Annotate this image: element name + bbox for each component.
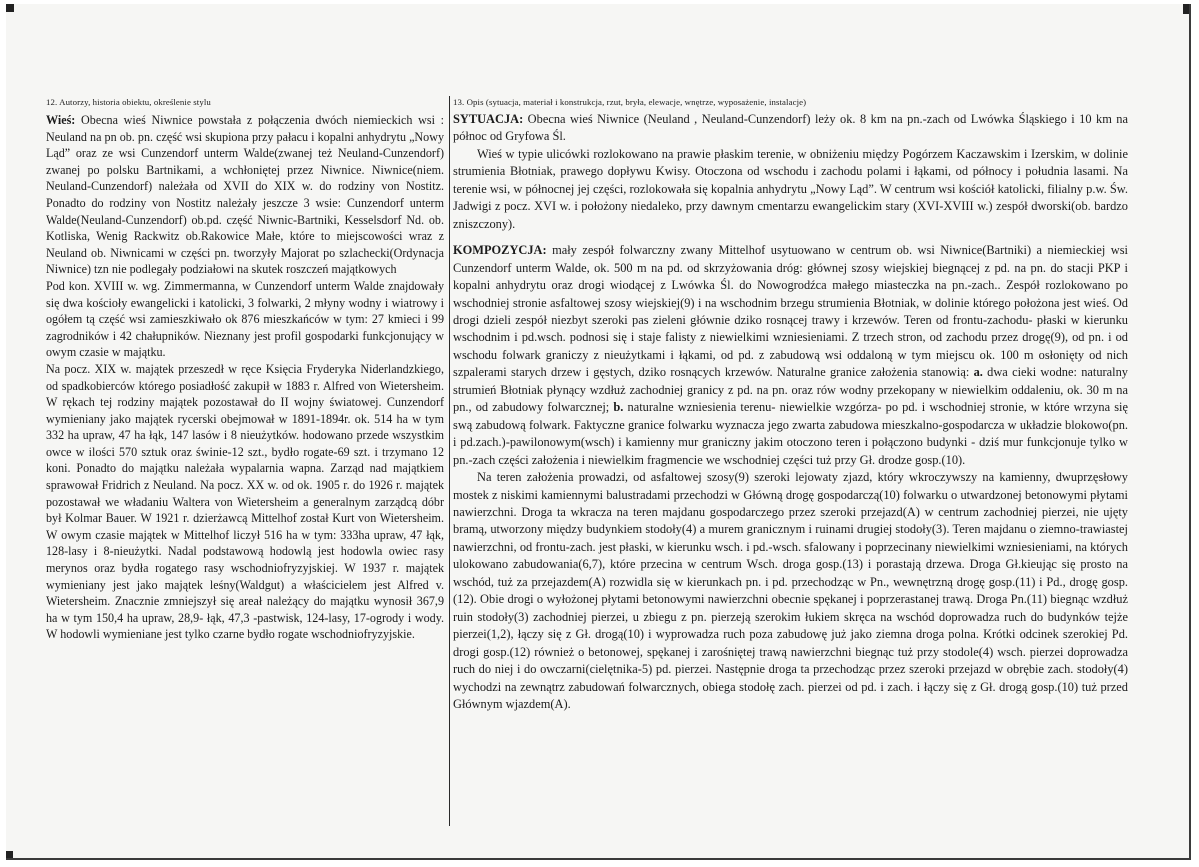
wies-text: Obecna wieś Niwnice powstała z połączenia dwóch niemieckich wsi : Neuland na pn ob. pn. część wsi skupiona przy pałacu i kopalni anhydrytu „Nowy Ląd” oraz ze wsi Cunzendorf unterm Walde(zwanej też Neuland-Cunzendorf) zwanej po polsku Bartnikami, a wchłoniętej przez Niwnice. Niwnice(niem. Neuland-Cunzendorf) należała od XVII do XIX w. do rodziny von Nostitz. Ponadto do rodziny von Nostitz należały jeszcze 3 wsie: Cunzendorf unterm Walde(Neuland-Cunzendorf) ob.pd. część Niwnic-Bartniki, Kesselsdorf Nd. ob. Kotliska, Wenig Rackwitz ob.Rakowice Małe, które to miejscowości wraz z Neuland ob. Niwnicami w części pn. tworzyły Majorat po szlachecki(Ordynacja Niwnice) tzn nie podlegały podziałowi na skutek roszczeń majątkowych: [46, 113, 444, 277]
teren-paragraph: Na teren założenia prowadzi, od asfaltowej szosy(9) szeroki lejowaty zjazd, który wkroczywszy na kamienny, dwuprzęsłowy mostek z niskimi kamiennymi balustradami przechodzi w Główną drogę gospodarczą(10) folwarku o utwardzonej betonowymi płytami nawierzchni. Droga ta wkracza na teren majdanu gospodarczego przez szeroki przejazd(A) w centrum zachodniej pierzei, nie ujęty bramą, utworzony między budynkiem stodoły(4) a murem granicznym i ruinami drugiej stodoły(3). Teren majdanu o ziemno-trawiastej nawierzchni, od frontu-zach. jest płaski, w kierunku wsch. i pd.-wsch. sfalowany i poprzecinany niewielkimi wzniesieniami, na których ulokowano zabudowania(6,7), które przecina w centrum Wsch. droga gosp.(13) i porastają drzewa. Droga Gł.kieując się prosto na wschód, tuż za przejazdem(A) rozwidla się w kierunkach pn. i pd. przechodząc w Pn., wewnętrzną drogę gosp.(11) i Pd., drogę gosp.(12). Obie drogi o wyłożonej płytami betonowymi nawierzchni obecnie spękanej i poprzerastanej trawą. Droga Pn.(11) biegnąc wzdłuż ruin stodoły(3) zachodniej pierzei, u zbiegu z pn. pierzeją szerokim łukiem skręca na wschód doprowadza ruch do budynków tejże pierzei(1,2), łączy się z Gł. drogą(10) i wyprowadza ruch poza zabudowę już jako ziemna droga polna. Krótki odcinek szerokiej Pd. drogi gosp.(12) również o betonowej, spękanej i zarośniętej trawą nawierzchni biegnąc tuż przy stodole(4) wsch. pierzei doprowadza ruch do niej i do owczarni(cielętnika-5) pd. pierzei. Następnie droga ta przechodząc przez szeroki przejazd w obrębie zach. stodoły(4) wychodzi na zewnątrz zabudowań folwarcznych, obiega stodołę zach. pierzei od pd. i zach. i łączy się z Gł. drogą gosp.(10) tuż przed Głównym wjazdem(A).: [453, 470, 1128, 711]
column-divider: [449, 96, 450, 826]
wies-lead: Wieś:: [46, 113, 76, 127]
sytuacja-lead: SYTUACJA:: [453, 112, 524, 126]
scan-corner-mark: [6, 4, 14, 12]
history-paragraph-3: Na pocz. XIX w. majątek przeszedł w ręce Księcia Fryderyka Niderlandzkiego, od spadkobierców którego posiadłość zakupił w 1883 r. Alfred von Wietersheim. W rękach tej rodziny majątek pozostawał do II wojny światowej. Cunzendorf wymieniany jako majątek rycerski obejmował w 1891-1894r. ok. 514 ha w tym 332 ha upraw, 47 ha łąk, 147 lasów i 8 nieużytków. hodowano przede wszystkim owce w ilości 570 sztuk oraz świnie-12 szt., bydło rogate-69 szt. i trzymano 12 koni. Ponadto do majątku należała wypalarnia wapna. Zarząd nad majątkiem sprawował Fridrich z Neuland. Na pocz. XX w. od ok. 1905 r. do 1926 r. majątek pozostawał we władaniu Waltera von Wietersheim a generalnym zarządcą dóbr był Kolmar Bauer. W 1921 r. dzierżawcą Mittelhof został Kurt von Wietersheim. W owym czasie majątek w Mittelhof liczył 516 ha w tym: 333ha upraw, 47 łąk, 128-lasy i 8-nieużytki. Nadal podstawową hodowlą jest hodowla owiec rasy merynos oraz bydła rogatego rasy wschodniofryzyjskiej. W 1937 r. majątek wymieniany jest jako majątek leśny(Waldgut) a właścicielem jest Alfred v. Wietersheim. Znacznie zmniejszył się areał należący do majątku wynosił 367,9 ha w tym 150,4 ha upraw, 28,9- łąk, 47,3 -pastwisk, 124-lasy, 17-ogrody i wody. W hodowli wymieniane jest tylko czarne bydło rogate wschodniofryzyjskie.: [46, 361, 444, 642]
kompozycja-paragraph: [453, 242, 1128, 469]
scan-corner-mark: [6, 851, 13, 858]
kompozycja-text: mały zespół folwarczny zwany Mittelhof usytuowano w centrum ob. wsi Niwnice(Bartniki) a niemieckiej wsi Cunzendorf unterm Walde, ok. 500 m na pd. od skrzyżowania dróg: głównej szosy wiejskiej biegnącej z pd. na pn. do stacji PKP i kopalni anhydrytu oraz drogi wiodącej z Lwówka Śl. do Nowogrodźca małego miasteczka na pn.-zach.. Zespół rozlokowano po wschodniej stronie asfaltowej szosy wiejskiej(9) i na wschodnim brzegu strumienia Błotniak, w dolinie którego położona jest wieś. Od drogi dzieli zespół niezbyt szeroki pas zieleni głównie dziko rosnącej trawy i krzewów. Teren od frontu-zachodu- płaski w kierunku wschodnim i pd.wsch. podnosi się i staje falisty z niewielkimi wzniesieniami. Z trzech stron, od zachodu przez drogę(9), od pn. i od wschodu folwark graniczy z nieużytkami i łąkami, od pd. z zabudową wsi oddaloną w tym miejscu ok. 100 m osłonięty od nich szpalerami starych drzew i gęstych, dziko rosnących krzewów. Naturalne granice założenia stanowią:: [453, 243, 1128, 380]
kompozycja-lead: KOMPOZYCJA:: [453, 243, 547, 258]
history-column: [46, 96, 444, 643]
document-sheet: [6, 4, 1191, 860]
section-12-caption: 12. Autorzy, historia obiektu, określenie stylu: [46, 97, 211, 107]
scan-corner-mark: [1183, 4, 1189, 14]
kompozycja-a-text: dwa cieki wodne: naturalny strumień Błotniak płynący wzdłuż zachodniej granicy z pd. na pn. oraz rów wodny przekopany w niewielkim oddaleniu, ok. 30 m na pn., od zabudowy folwarcznej;: [453, 365, 1128, 415]
wies-paragraph: [46, 112, 444, 278]
history-paragraph-2: Pod kon. XVIII w. wg. Zimmermanna, w Cunzendorf unterm Walde znajdowały się dwa kościoły ewangelicki i katolicki, 3 folwarki, 2 młyny wodny i wiatrowy i ogółem tą część wsi zamieszkiwało ok 876 mieszkańców w tym: 27 kmieci i 99 zagrodników i 42 chałupników. Nieznany jest profil gospodarki funkcjonujący w owym czasie w majątku.: [46, 278, 444, 360]
description-column: [453, 96, 1128, 713]
sytuacja-paragraph: [453, 111, 1128, 146]
kompozycja-b-text: naturalne wzniesienia terenu- niewielkie wzgórza- po pd. i wschodniej stronie, w które wrzyna się swą zabudową folwark. Faktyczne granice folwarku wyznacza jego zwarta zabudowa mieszkalno-gospodarcza w układzie blokowo(pn. i pd.zach.)-pawilonowym(wsch) i kamienny mur graniczny jakim otoczono teren i połączono budynki - dziś mur funkcjonuje tylko w pn.-zach części założenia i niewielkim fragmencie we wschodniej części tuż przy Gł. drodze gosp.(10).: [453, 400, 1128, 467]
kompozycja-b-lead: b.: [613, 400, 624, 415]
section-13-caption: 13. Opis (sytuacja, materiał i konstrukcja, rzut, bryła, elewacje, wnętrze, wyposażenie, instalacje): [453, 97, 807, 107]
sytuacja-paragraph-2: Wieś w typie ulicówki rozlokowano na prawie płaskim terenie, w obniżeniu między Pogórzem Kaczawskim i Izerskim, w dolinie strumienia Błotniak, prawego dopływu Kwisy. Otoczona od wschodu i zachodu polami i łąkami, od północy i południa lasami. Na terenie wsi, w północnej jej części, rozlokowała się kopalnia anhydrytu „Nowy Ląd”. W centrum wsi kościół katolicki, filialny p.w. Św. Jadwigi z pocz. XVI w. i położony niedaleko, przy dawnym cmentarzu ewangelickim stary (XVI-XVIII w.) zespół dworski(ob. bardzo zniszczony).: [453, 146, 1128, 231]
sytuacja-text: Obecna wieś Niwnice (Neuland , Neuland-Cunzendorf) leży ok. 8 km na pn.-zach od Lwówka Śląskiego i 10 km na północ od Gryfowa Śl.: [453, 112, 1128, 144]
kompozycja-a-lead: a.: [973, 365, 983, 380]
